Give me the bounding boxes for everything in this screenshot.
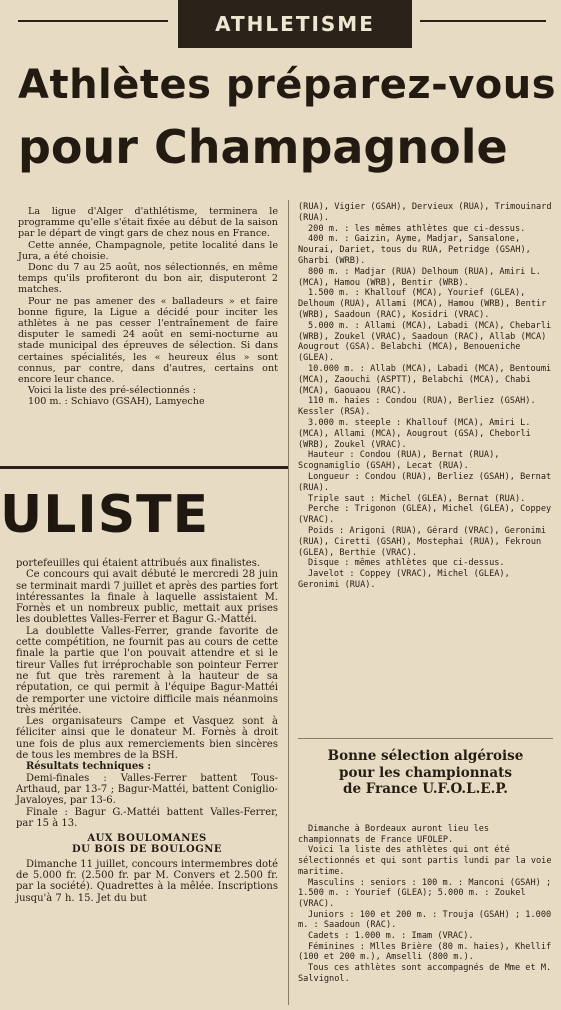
paragraph: portefeuilles qui étaient attribués aux finalistes. [16, 558, 261, 569]
box-headline-line: de France U.F.O.L.E.P. [343, 781, 508, 797]
article-divider [0, 466, 288, 469]
paragraph: Dimanche 11 juillet, concours intermembres doté de 5.000 fr. (2.500 fr. par M. Convers et 2.500 fr. par la société). Quadrettes à la mêlée. Inscriptions jusqu'à 7 h. 15. Jet du but [16, 858, 278, 904]
box-headline [298, 748, 553, 798]
article-left-column [18, 206, 278, 408]
list-item: Triple saut : Michel (GLEA), Bernat (RUA). [308, 493, 526, 504]
paragraph: Féminines : Mlles Brière (80 m. haies), Khellif (100 et 200 m.), Amselli (800 m.). [298, 941, 552, 963]
paragraph: Masculins : seniors : 100 m. : Manconi (GSAH) ; 1.500 m. : Yourief (GLEA); 5.000 m. : Zoukel (VRAC). [298, 877, 552, 909]
article-kicker: ULISTE [0, 485, 210, 545]
list-item: Javelot : Coppey (VRAC), Michel (GLEA), Geronimi (RUA). [298, 569, 510, 590]
header-rule-left [18, 20, 168, 22]
header-rule-right [420, 20, 546, 22]
list-item: 1.500 m. : Khallouf (MCA), Yourief (GLEA), Delhoum (RUA), Allami (MCA), Hamou (WRB), Bentir (WRB), Saadoun (RAC), Kosidri (VRAC). [298, 288, 547, 320]
paragraph: Voici la liste des pré-sélectionnés : [28, 385, 196, 397]
bottom-left-column [16, 558, 278, 904]
box-headline-line: Bonne sélection algéroise [327, 748, 524, 764]
results-title: Résultats techniques : [26, 761, 152, 773]
list-item: Hauteur : Condou (RUA), Bernat (RUA), Scognamiglio (GSAH), Lecat (RUA). [298, 450, 500, 472]
paragraph: Tous ces athlètes sont accompagnés de Mme et M. Salvignol. [298, 963, 552, 984]
paragraph: Pour ne pas amener des « balladeurs » et faire bonne figure, la Ligue a décidé pour inciter les athlètes à ne pas cesser l'entraînement de faire disputer le samedi 24 août en semi-nocturne au stade municipal des épreuves de sélection. Si dans certaines spécialités, les « heureux élus » sont connus, par contre, dans d'autres, certains ont encore leur chance. [18, 295, 278, 386]
paragraph: Ce concours qui avait débuté le mercredi 28 juin se terminait mardi 7 juillet et après des parties fort intéressantes la finale à laquelle assistaient M. Fornès et un nombreux public, mettait aux prises les doublettes Valles-Ferrer et Bagur G.-Mattéi. [16, 569, 278, 626]
headline-line-1: Athlètes préparez-vous [18, 62, 557, 108]
paragraph: Voici la liste des athlètes qui ont été sélectionnés et qui sont partis lundi par la voie maritime. [298, 845, 552, 877]
list-item: Disque : mêmes athlètes que ci-dessus. [308, 558, 505, 569]
paragraph: Donc du 7 au 25 août, nos sélectionnés, en même temps qu'ils profiteront du bon air, disputeront 2 matches. [18, 262, 278, 296]
list-item: Perche : Trigonon (GLEA), Michel (GLEA), Coppey (VRAC). [298, 504, 552, 526]
paragraph: Juniors : 100 et 200 m. : Trouja (GSAH) ; 1.000 m. : Saadoun (RAC). [298, 909, 552, 931]
list-item: 3.000 m. steeple : Khallouf (MCA), Amiri L. (MCA), Allami (MCA), Aougrout (GSA), Cheborli (WRB), Zoukel (VRAC). [298, 417, 531, 450]
box-headline-line: pour les championnats [339, 764, 512, 781]
paragraph: Les organisateurs Campe et Vasquez sont à féliciter ainsi que le donateur M. Fornès à droit une fois de plus aux remerciements bien sincères de tous les membres de la BSH. [16, 716, 278, 762]
list-item: (RUA), Vigier (GSAH), Dervieux (RUA), Trimouinard (RUA). [298, 202, 552, 223]
column-divider [288, 200, 289, 1005]
headline-line-2: pour Champagnole [18, 120, 508, 174]
article-right-column [298, 202, 553, 591]
paragraph: Cette année, Champagnole, petite localité dans le Jura, a été choisie. [18, 239, 278, 262]
paragraph: La doublette Valles-Ferrer, grande favorite de cette compétition, ne fournit pas au cours de cette finale la partie que l'on pouvait attendre et si le tireur Valles fut irréprochable son pointeur Ferrer ne fut que très rarement à la hauteur de sa réputation, ce qui permit à l'équipe Bagur-Mattéi de remporter une victoire difficile mais néanmoins très méritée. [16, 625, 278, 716]
subheading: AUX BOULOMANES [87, 833, 207, 845]
list-item: 10.000 m. : Allab (MCA), Labadi (MCA), Bentoumi (MCA), Zaouchi (ASPTT), Belabchi (MCA), Chabi (MCA), Gaouaou (RAC). [298, 363, 552, 396]
paragraph: Demi-finales : Valles-Ferrer battent Tous-Arthaud, par 13-7 ; Bagur-Mattéi, battent Coniglio-Javaloyes, par 13-6. [16, 772, 278, 807]
paragraph: Finale : Bagur G.-Mattéi battent Valles-Ferrer, par 15 à 13. [16, 806, 278, 829]
box-body [298, 824, 553, 985]
list-item: 200 m. : les mêmes athlètes que ci-dessus. [308, 223, 526, 234]
paragraph: Cadets : 1.000 m. : Imam (VRAC). [308, 931, 474, 942]
paragraph: Dimanche à Bordeaux auront lieu les championnats de France UFOLEP. [298, 824, 490, 845]
paragraph: La ligue d'Alger d'athlétisme, terminera le programme qu'elle s'était fixée au début de la saison par le départ de vingt gars de chez nous en France. [18, 206, 278, 240]
paragraph: 100 m. : Schiavo (GSAH), Lamyeche [28, 396, 205, 408]
list-item: 400 m. : Gaizin, Ayme, Madjar, Sansalone, Nourai, Dariet, tous du RUA, Petridge (GSAH), Gharbi (WRB). [298, 234, 531, 266]
box-divider [298, 738, 553, 739]
list-item: Poids : Arigoni (RUA), Gérard (VRAC), Geronimi (RUA), Ciretti (GSAH), Mostephai (RUA), Fekroun (GLEA), Berthie (VRAC). [298, 525, 546, 558]
list-item: 800 m. : Madjar (RUA) Delhoum (RUA), Amiri L. (MCA), Hamou (WRB), Bentir (WRB). [298, 266, 541, 288]
subheading: DU BOIS DE BOULOGNE [72, 844, 222, 856]
list-item: Longueur : Condou (RUA), Berliez (GSAH), Bernat (RUA). [298, 471, 552, 493]
list-item: 110 m. haies : Condou (RUA), Berliez (GSAH). Kessler (RSA). [298, 396, 536, 418]
section-title: ATHLETISME [178, 0, 412, 48]
list-item: 5.000 m. : Allami (MCA), Labadi (MCA), Chebarli (WRB), Zoukel (VRAC), Saadoun (RAC), Allab (MCA) Aougrout (GSA). Belabchi (MCA), Benoueniche (GLEA). [298, 320, 552, 364]
